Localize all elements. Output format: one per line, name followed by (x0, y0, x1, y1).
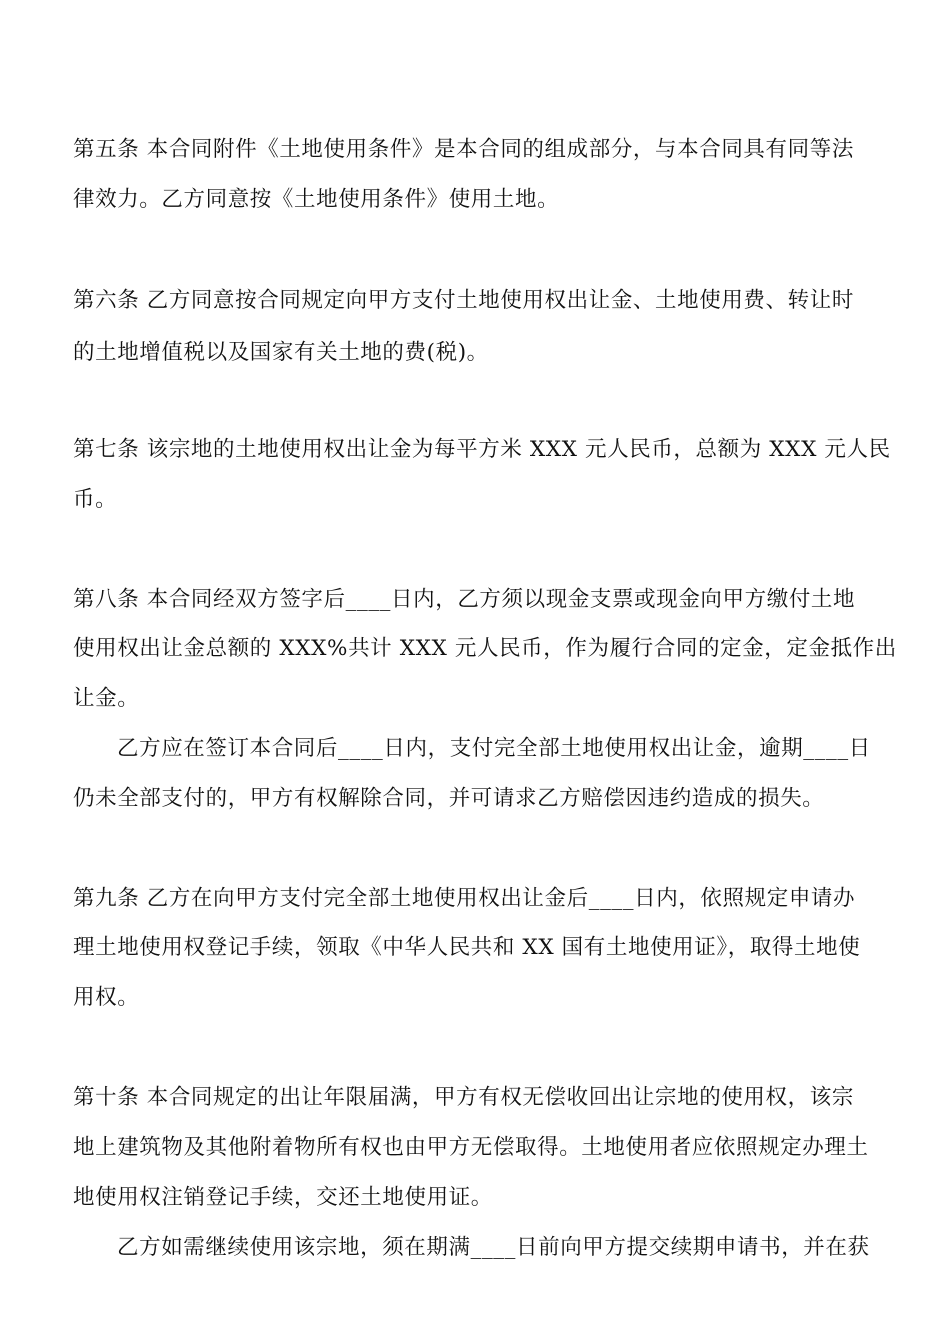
article-9-line-3: 用权。 (73, 985, 140, 1010)
article-9-line-2: 理土地使用权登记手续，领取《中华人民共和 XX 国有土地使用证》，取得土地使 (73, 935, 861, 960)
article-9-line-1: 第九条 乙方在向甲方支付完全部土地使用权出让金后____日内，依照规定申请办 (73, 886, 856, 911)
article-7-line-2: 币。 (73, 487, 118, 512)
article-7-line-1: 第七条 该宗地的土地使用权出让金为每平方米 XXX 元人民币，总额为 XXX 元人民 (73, 437, 891, 462)
article-5-line-2: 律效力。乙方同意按《土地使用条件》使用土地。 (73, 187, 560, 212)
article-10-para-2-line-1: 乙方如需继续使用该宗地，须在期满____日前向甲方提交续期申请书，并在获 (117, 1235, 870, 1260)
article-8-line-2: 使用权出让金总额的 XXX%共计 XXX 元人民币，作为履行合同的定金，定金抵作出 (73, 636, 897, 661)
article-5-line-1: 第五条 本合同附件《土地使用条件》是本合同的组成部分，与本合同具有同等法 (73, 137, 854, 162)
article-8-line-3: 让金。 (73, 686, 140, 711)
article-10-line-1: 第十条 本合同规定的出让年限届满，甲方有权无偿收回出让宗地的使用权，该宗 (73, 1085, 854, 1110)
article-8-line-1: 第八条 本合同经双方签字后____日内，乙方须以现金支票或现金向甲方缴付土地 (73, 587, 856, 612)
article-6-line-1: 第六条 乙方同意按合同规定向甲方支付土地使用权出让金、土地使用费、转让时 (73, 288, 854, 313)
article-10-line-3: 地使用权注销登记手续，交还土地使用证。 (73, 1185, 493, 1210)
article-8-para-2-line-1: 乙方应在签订本合同后____日内，支付完全部土地使用权出让金，逾期____日 (117, 736, 871, 761)
article-6-line-2: 的土地增值税以及国家有关土地的费(税)。 (73, 340, 489, 365)
article-10-line-2: 地上建筑物及其他附着物所有权也由甲方无偿取得。土地使用者应依照规定办理土 (73, 1135, 869, 1160)
article-8-para-2-line-2: 仍未全部支付的，甲方有权解除合同，并可请求乙方赔偿因违约造成的损失。 (73, 786, 825, 811)
